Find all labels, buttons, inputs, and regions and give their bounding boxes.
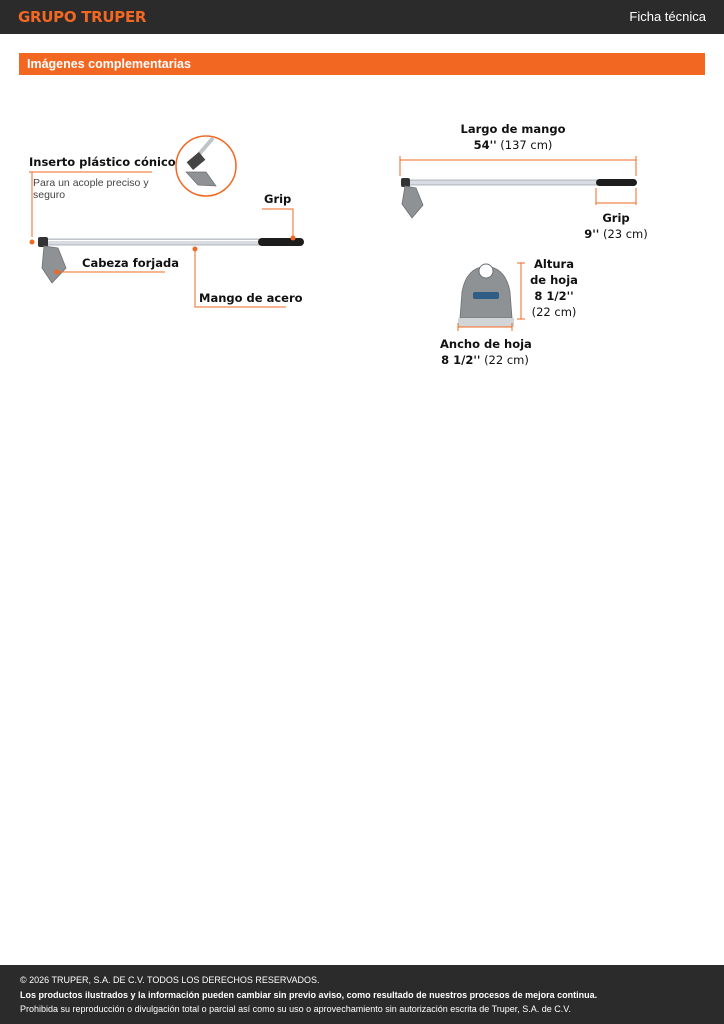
insert-label: Inserto plástico cónico: [29, 155, 176, 169]
footer: [0, 965, 724, 1024]
handle-label: Mango de acero: [199, 291, 303, 305]
footer-notice: Los productos ilustrados y la información pueden cambiar sin previo aviso, como resultado de nuestros procesos de mejora continua.: [20, 990, 598, 1000]
handle-length-title: Largo de mango: [460, 122, 566, 136]
footer-copyright: © 2026 TRUPER, S.A. DE C.V. TODOS LOS DERECHOS RESERVADOS.: [20, 975, 320, 985]
grip-label: Grip: [264, 192, 292, 206]
blade-height-inches: 8 1/2'': [534, 289, 574, 303]
blade-height-dimension: [528, 256, 580, 320]
head-label: Cabeza forjada: [82, 256, 179, 270]
blade-width-title: Ancho de hoja: [440, 337, 532, 351]
grip-dimension-title: Grip: [602, 211, 630, 225]
handle-length-cm: (137 cm): [500, 138, 553, 152]
blade-height-title-2: de hoja: [530, 273, 578, 287]
handle-length-dimension: [458, 121, 568, 153]
blade-width-dimension: [440, 336, 530, 368]
document-type: Ficha técnica: [629, 9, 706, 24]
insert-description: Para un acople preciso y seguro: [33, 177, 149, 201]
blade-width-cm: (22 cm): [484, 353, 529, 367]
blade-height-cm: (22 cm): [531, 305, 577, 319]
section-title: Imágenes complementarias: [27, 57, 191, 71]
blade-width-inches: 8 1/2'': [441, 353, 481, 367]
grip-cm: (23 cm): [602, 227, 648, 241]
handle-length-inches: 54'': [473, 138, 497, 152]
grip-dimension: [584, 210, 648, 242]
hoe-dimension-image: [400, 156, 637, 331]
brand-logo: GRUPO TRUPER: [18, 8, 147, 26]
footer-legal: Prohibida su reproducción o divulgación total o parcial así como su uso o aprovechamiento sin autorización escrita de Truper, S.A. de C.V.: [20, 1004, 571, 1014]
grip-inches: 9'': [584, 227, 600, 241]
blade-height-title-1: Altura: [534, 257, 574, 271]
